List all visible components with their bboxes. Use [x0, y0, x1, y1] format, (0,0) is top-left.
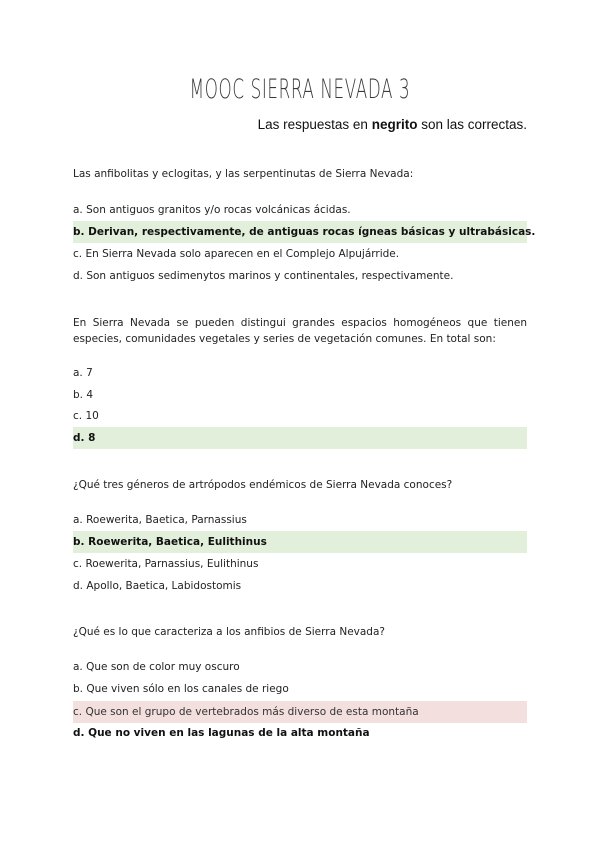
instructions-text-end: son las correctas.: [417, 117, 527, 132]
question-3-option-c: c. Roewerita, Parnassius, Eulithinus: [73, 558, 259, 570]
question-3-option-b-correct: b. Roewerita, Baetica, Eulithinus: [73, 531, 527, 553]
question-2-option-b: b. 4: [73, 389, 94, 401]
question-3-option-a: a. Roewerita, Baetica, Parnassius: [73, 514, 247, 526]
question-3-option-d: d. Apollo, Baetica, Labidostomis: [73, 580, 242, 592]
question-4-option-b: b. Que viven sólo en los canales de riego: [73, 683, 289, 695]
instructions-text-start: Las respuestas en: [257, 117, 372, 132]
question-4-option-a: a. Que son de color muy oscuro: [73, 661, 240, 673]
question-1-option-b-correct: b. Derivan, respectivamente, de antiguas rocas ígneas básicas y ultrabásicas.: [73, 221, 527, 243]
question-2-option-d-correct: d. 8: [73, 427, 527, 449]
question-2-option-c: c. 10: [73, 410, 99, 422]
question-2-text: En Sierra Nevada se pueden distingui grandes espacios homogéneos que tienen especies, comunidades vegetales y series de vegetación comunes. En total son:: [73, 317, 527, 345]
instructions-line: [258, 117, 527, 132]
question-1-option-d: d. Son antiguos sedimenytos marinos y continentales, respectivamente.: [73, 270, 454, 282]
question-1-option-c: c. En Sierra Nevada solo aparecen en el Complejo Alpujárride.: [73, 248, 400, 260]
question-2-option-a: a. 7: [73, 367, 93, 379]
document-title: MOOC SIERRA NEVADA 3: [189, 74, 411, 105]
instructions-bold-word: negrito: [371, 117, 418, 132]
question-4-option-c-incorrect: c. Que son el grupo de vertebrados más diverso de esta montaña: [73, 701, 527, 723]
question-4-option-d-correct: d. Que no viven en las lagunas de la alta montaña: [73, 727, 370, 739]
question-3-text: ¿Qué tres géneros de artrópodos endémicos de Sierra Nevada conoces?: [73, 479, 453, 491]
question-1-text: Las anfibolitas y eclogitas, y las serpentinutas de Sierra Nevada:: [73, 168, 414, 180]
question-4-text: ¿Qué es lo que caracteriza a los anfibios de Sierra Nevada?: [73, 626, 385, 638]
question-1-option-a: a. Son antiguos granitos y/o rocas volcánicas ácidas.: [73, 204, 351, 216]
